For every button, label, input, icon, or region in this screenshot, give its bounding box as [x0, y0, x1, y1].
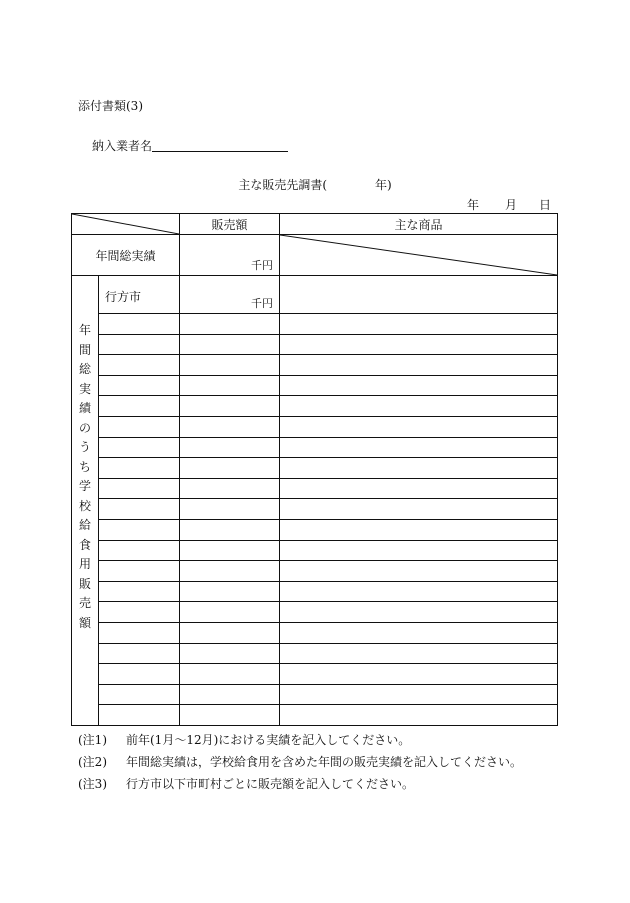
products-cell[interactable] — [280, 561, 558, 582]
sales-cell[interactable] — [180, 458, 280, 479]
unit-label: 千円 — [251, 297, 273, 310]
sales-cell[interactable] — [180, 643, 280, 664]
city-cell[interactable] — [99, 622, 180, 643]
note-text: 行方市以下市町村ごとに販売額を記入してください。 — [126, 777, 415, 791]
total-label — [72, 235, 180, 276]
note-text: 前年(1月〜12月)における実績を記入してください。 — [126, 733, 411, 747]
city-cell[interactable] — [99, 602, 180, 623]
header-corner-cell — [72, 214, 180, 235]
sales-cell[interactable] — [180, 478, 280, 499]
city-name: 行方市 — [105, 290, 142, 304]
note-text: 年間総実績は，学校給食用を含めた年間の販売実績を記入してください。 — [126, 755, 523, 769]
note-item — [78, 773, 522, 795]
city-cell[interactable] — [99, 581, 180, 602]
vendor-name-line — [152, 151, 288, 152]
city-cell[interactable] — [99, 540, 180, 561]
city-cell[interactable] — [99, 437, 180, 458]
city-cell[interactable] — [99, 396, 180, 417]
table-row — [72, 643, 558, 664]
vertical-label-char: 校 — [78, 498, 91, 513]
sales-cell[interactable] — [180, 519, 280, 540]
products-cell[interactable] — [280, 705, 558, 726]
vertical-label-char: 間 — [78, 342, 91, 357]
diagonal-line — [280, 235, 557, 275]
table-row — [72, 684, 558, 705]
sales-cell[interactable] — [180, 664, 280, 685]
table-row — [72, 478, 558, 499]
city-cell[interactable] — [99, 458, 180, 479]
city-cell[interactable] — [99, 664, 180, 685]
products-cell[interactable] — [280, 478, 558, 499]
vertical-label-char: 用 — [78, 557, 91, 571]
sales-cell[interactable] — [180, 622, 280, 643]
city-cell[interactable] — [99, 684, 180, 705]
sales-cell[interactable] — [180, 314, 280, 335]
products-cell[interactable] — [280, 499, 558, 520]
sales-cell[interactable] — [180, 355, 280, 376]
table-row — [72, 499, 558, 520]
table-row — [72, 561, 558, 582]
vertical-label — [72, 276, 98, 633]
table-row — [72, 602, 558, 623]
city-cell[interactable] — [99, 478, 180, 499]
document-label: 添付書類(3) — [78, 99, 143, 113]
note-key: (注1) — [78, 733, 107, 747]
city-cell[interactable] — [99, 416, 180, 437]
vertical-label-char: 学 — [78, 479, 91, 493]
sales-cell[interactable] — [180, 705, 280, 726]
sales-cell[interactable] — [180, 499, 280, 520]
sales-cell[interactable] — [180, 561, 280, 582]
sales-cell[interactable] — [180, 540, 280, 561]
products-cell[interactable] — [280, 355, 558, 376]
date-year: 年 — [467, 198, 480, 212]
vertical-label-char: 績 — [78, 401, 91, 415]
note-key: (注3) — [78, 777, 107, 791]
products-cell[interactable] — [280, 684, 558, 705]
city-products-cell[interactable] — [280, 276, 558, 314]
products-cell[interactable] — [280, 602, 558, 623]
notes — [78, 729, 522, 795]
sales-table — [71, 213, 558, 726]
vertical-label-cell — [72, 276, 99, 726]
vertical-label-char: の — [78, 420, 91, 435]
products-cell[interactable] — [280, 458, 558, 479]
table-row — [72, 416, 558, 437]
products-cell[interactable] — [280, 375, 558, 396]
header-products: 主な商品 — [280, 214, 558, 235]
city-cell[interactable] — [99, 705, 180, 726]
products-cell[interactable] — [280, 334, 558, 355]
vertical-label-char: 額 — [78, 615, 91, 630]
table-row — [72, 705, 558, 726]
vertical-label-char: 食 — [78, 537, 91, 552]
total-products-cell — [280, 235, 558, 276]
city-cell[interactable] — [99, 375, 180, 396]
sales-cell[interactable] — [180, 581, 280, 602]
sales-cell[interactable] — [180, 684, 280, 705]
city-cell[interactable] — [99, 643, 180, 664]
date-row — [0, 196, 630, 212]
city-cell[interactable] — [99, 561, 180, 582]
table-row — [72, 314, 558, 335]
vertical-label-char: 実 — [78, 381, 91, 396]
sales-cell[interactable] — [180, 334, 280, 355]
city-cell[interactable] — [99, 355, 180, 376]
table-row — [72, 396, 558, 417]
table-row — [72, 581, 558, 602]
vertical-label-char: 販 — [78, 576, 91, 591]
table-row — [72, 355, 558, 376]
table-row — [72, 458, 558, 479]
sales-cell[interactable] — [180, 602, 280, 623]
total-label-text: 年間総実績 — [95, 248, 156, 263]
products-cell[interactable] — [280, 314, 558, 335]
note-item — [78, 751, 522, 773]
sales-cell[interactable] — [180, 416, 280, 437]
vertical-label-char: 年 — [78, 323, 91, 337]
table-row — [72, 519, 558, 540]
header-sales: 販売額 — [180, 214, 280, 235]
products-cell[interactable] — [280, 622, 558, 643]
city-cell[interactable] — [99, 499, 180, 520]
city-cell[interactable] — [99, 276, 180, 314]
vertical-label-char: 売 — [78, 596, 91, 610]
total-sales-cell[interactable] — [180, 235, 280, 276]
diagonal-line — [72, 214, 179, 234]
products-cell[interactable] — [280, 396, 558, 417]
note-key: (注2) — [78, 755, 107, 769]
vertical-label-char: 給 — [78, 518, 91, 532]
products-cell[interactable] — [280, 416, 558, 437]
note-item — [78, 729, 522, 751]
date-day: 日 — [539, 198, 552, 212]
page-title: 主な販売先調書( 年) — [238, 178, 392, 192]
sales-cell[interactable] — [180, 396, 280, 417]
table-row — [72, 540, 558, 561]
vertical-label-char: ち — [78, 459, 91, 474]
city-sales-cell[interactable] — [180, 276, 280, 314]
products-cell[interactable] — [280, 581, 558, 602]
vertical-label-char: う — [78, 440, 91, 454]
sales-cell[interactable] — [180, 437, 280, 458]
products-cell[interactable] — [280, 437, 558, 458]
table-row — [72, 334, 558, 355]
vendor-name-label: 納入業者名 — [92, 139, 153, 153]
products-cell[interactable] — [280, 540, 558, 561]
sales-cell[interactable] — [180, 375, 280, 396]
products-cell[interactable] — [280, 519, 558, 540]
table-row — [72, 375, 558, 396]
unit-label: 千円 — [251, 259, 273, 272]
city-cell[interactable] — [99, 334, 180, 355]
table-row — [72, 437, 558, 458]
city-cell[interactable] — [99, 314, 180, 335]
vertical-label-char: 総 — [78, 362, 91, 376]
date-month: 月 — [505, 198, 518, 212]
products-cell[interactable] — [280, 664, 558, 685]
products-cell[interactable] — [280, 643, 558, 664]
city-cell[interactable] — [99, 519, 180, 540]
table-row — [72, 622, 558, 643]
table-row — [72, 664, 558, 685]
